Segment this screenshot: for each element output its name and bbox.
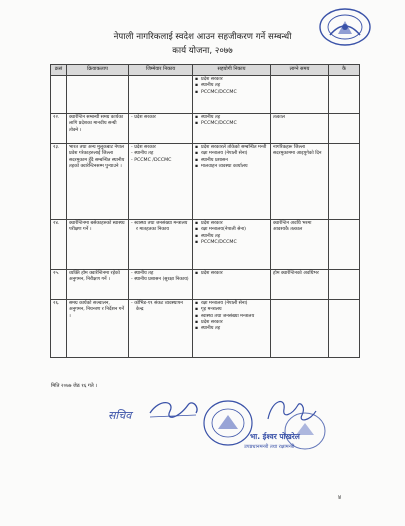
col-header-activity: क्रियाकलाप <box>67 65 129 76</box>
cell-remark <box>329 220 360 270</box>
cell-sn: २६. <box>51 300 67 358</box>
cell-activity: क्वारेन्टिनमा बसेकाहरुको स्वास्थ्य परीक्षण गर्ने । <box>67 220 129 270</box>
cell-remark <box>329 114 360 144</box>
cell-responsible <box>129 270 193 300</box>
cell-sn: २५. <box>51 270 67 300</box>
government-seal-logo <box>318 7 372 47</box>
support-item: ▪ स्थानीय तह <box>195 115 268 121</box>
support-item: ▪ स्थानीय तह <box>195 83 268 89</box>
cell-time: नागरिकहरू जिल्ला सदरमुकाममा आइपुगेको दिन <box>271 144 329 220</box>
signatures-and-stamps <box>0 393 405 473</box>
support-item: ▪ रक्षा मन्त्रालय (नेपाली सेना) <box>195 301 268 307</box>
title-line-1: नेपाली नागरिकलाई स्वदेश आउन सहजीकरण गर्ने सम्बन्धी <box>113 32 292 42</box>
cell-sn <box>51 76 67 114</box>
document-date: मिति २०७७ जेठ १६ गते । <box>51 383 98 389</box>
table-row <box>51 114 360 144</box>
cell-remark <box>329 270 360 300</box>
cell-responsible <box>129 144 193 220</box>
cell-time: होम क्वारेन्टिनको अवधिभर <box>271 270 329 300</box>
support-item: ▪ प्रदेश सरकारले तोकेको सम्बन्धित मन्त्री <box>195 145 268 151</box>
cell-support <box>193 114 271 144</box>
cell-responsible <box>129 76 193 114</box>
support-item: ▪ मालवाहन व्यवस्था कार्यालय <box>195 164 268 170</box>
table-row <box>51 270 360 300</box>
cell-support <box>193 300 271 358</box>
support-item: ▪ स्वास्थ्य तथा जनसंख्या मन्त्रालय <box>195 314 268 320</box>
support-item: ▪ PCCMC/DCCMC <box>195 121 268 127</box>
col-header-responsible: जिम्मेवार निकाय <box>129 65 193 76</box>
cell-responsible <box>129 220 193 270</box>
cell-time: तत्काल <box>271 114 329 144</box>
cell-activity <box>67 76 129 114</box>
cell-activity: व्यक्ति होम क्वारेन्टिनमा रहेको अनुगमन, निरीक्षण गर्ने । <box>67 270 129 300</box>
cell-sn: २४. <box>51 220 67 270</box>
support-item: ▪ स्थानीय प्रशासन <box>195 158 268 164</box>
responsible-item: - स्वास्थ्य तथा जनसंख्या मन्त्रालय र मातहतका निकाय <box>131 221 190 234</box>
cell-activity: समग्र कार्यको सञ्चालन, अनुगमन, नियन्त्रण र निर्देशन गर्ने । <box>67 300 129 358</box>
table-row <box>51 220 360 270</box>
support-item: ▪ PCCMC/DCCMC <box>195 240 268 246</box>
page-number: ४ <box>338 494 342 501</box>
table-header-row <box>51 65 360 76</box>
responsible-item: - प्रदेश सरकार <box>131 145 190 151</box>
support-item: ▪ स्थानीय तह <box>195 326 268 332</box>
cell-support <box>193 220 271 270</box>
responsible-item: - स्थानीय प्रशासन (सुरक्षा निकाय) <box>131 277 190 283</box>
col-header-support: सहयोगी निकाय <box>193 65 271 76</box>
table-row <box>51 300 360 358</box>
cell-remark <box>329 76 360 114</box>
support-item: ▪ रक्षा मन्त्रालय (नेपाली सेना) <box>195 151 268 157</box>
cell-remark <box>329 144 360 220</box>
support-item: ▪ प्रदेश सरकार <box>195 271 268 277</box>
support-item: ▪ प्रदेश सरकार <box>195 77 268 83</box>
cell-support <box>193 144 271 220</box>
cell-remark <box>329 300 360 358</box>
responsible-item: - प्रदेश सरकार <box>131 115 190 121</box>
col-header-time: लाग्ने समय <box>271 65 329 76</box>
title-line-2: कार्य योजना, २०७७ <box>172 46 233 56</box>
col-header-remark: कै <box>329 65 360 76</box>
support-item: ▪ गृह मन्त्रालय <box>195 307 268 313</box>
stamp-1-icon <box>204 401 252 445</box>
cell-sn: २२. <box>51 114 67 144</box>
responsible-item: - स्थानीय तह <box>131 271 190 277</box>
signatory-name: भा. ईश्वर पोखरेल <box>250 432 300 441</box>
support-item: ▪ प्रदेश सरकार <box>195 320 268 326</box>
responsible-item: - स्थानीय तह <box>131 151 190 157</box>
support-item: ▪ स्थानीय तह <box>195 234 268 240</box>
cell-sn: २३. <box>51 144 67 220</box>
cell-responsible <box>129 300 193 358</box>
responsible-item: - कोभिड-१९ संकट व्यवस्थापन केन्द्र <box>131 301 190 314</box>
cell-responsible <box>129 114 193 144</box>
signature-1-icon <box>150 403 197 418</box>
cell-activity: क्वारेन्टिन सम्बन्धी समग्र कार्यका लागि प्रदेशका मानवीय सन्धी तोक्ने । <box>67 114 129 144</box>
cell-time <box>271 76 329 114</box>
table-row <box>51 144 360 220</box>
support-item: ▪ प्रदेश सरकार <box>195 221 268 227</box>
cell-time <box>271 300 329 358</box>
table-row <box>51 76 360 114</box>
action-plan-table <box>50 64 360 358</box>
col-header-sn: क्रसं <box>51 65 67 76</box>
cell-support <box>193 270 271 300</box>
secretary-label: सचिव <box>108 409 132 422</box>
cell-activity: भारत तथा अन्य मुलुकबाट नेपाल प्रवेश गरेकाहरुलाई जिल्ला सदरमुकाम हुँदै सम्बन्धित स्थानीय तहको क्वारेन्टिनसम्म पुऱ्याउने । <box>67 144 129 220</box>
support-item: ▪ PCCMC/DCCMC <box>195 90 268 96</box>
cell-support <box>193 76 271 114</box>
support-item: ▪ रक्षा मन्त्रालय(नेपाली सेना) <box>195 227 268 233</box>
signatory-title: उपप्रधानमन्त्री तथा रक्षामन्त्री <box>244 444 295 450</box>
responsible-item: - PCCMC /DCCMC <box>131 158 190 164</box>
cell-time: क्वारेन्टिन अवधि भरमा आवश्यकै तत्काल <box>271 220 329 270</box>
